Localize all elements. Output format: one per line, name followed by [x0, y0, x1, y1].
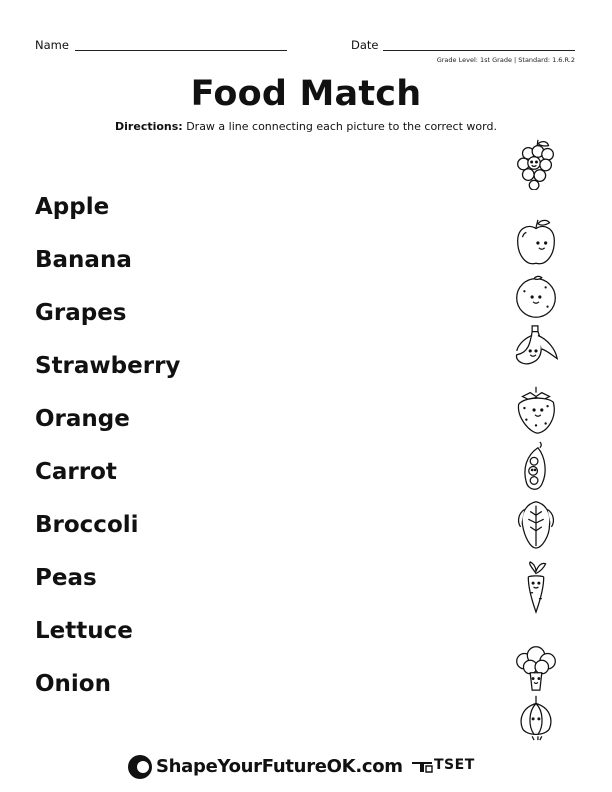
date-line[interactable]	[383, 50, 575, 51]
peas-picture	[508, 440, 564, 494]
directions-text: Draw a line connecting each picture to the correct word.	[186, 120, 497, 133]
lettuce-picture	[508, 496, 564, 550]
page-title: Food Match	[190, 74, 422, 114]
footer-partner-name: TSET	[434, 757, 475, 773]
footer-site-name[interactable]: ShapeYourFutureOK.com	[156, 756, 403, 777]
onion-picture	[508, 690, 564, 744]
grade-standard-text: Grade Level: 1st Grade | Standard: 1.6.R.2	[436, 56, 575, 64]
apple-picture	[508, 216, 564, 270]
name-label: Name	[35, 38, 69, 52]
name-line[interactable]	[75, 50, 287, 51]
word-grapes: Grapes	[35, 300, 127, 326]
grapes-picture	[508, 136, 564, 190]
shape-your-future-logo-icon	[126, 752, 156, 782]
word-orange: Orange	[35, 406, 130, 432]
directions-label: Directions:	[115, 120, 183, 133]
word-carrot: Carrot	[35, 459, 117, 485]
word-strawberry: Strawberry	[35, 353, 181, 379]
word-onion: Onion	[35, 671, 111, 697]
strawberry-picture	[508, 383, 564, 437]
carrot-picture	[508, 560, 564, 614]
word-banana: Banana	[35, 247, 132, 273]
orange-picture	[508, 270, 564, 324]
word-peas: Peas	[35, 565, 97, 591]
word-lettuce: Lettuce	[35, 618, 133, 644]
date-label: Date	[351, 38, 379, 52]
word-broccoli: Broccoli	[35, 512, 139, 538]
broccoli-picture	[508, 640, 564, 694]
tset-logo-icon	[412, 758, 434, 774]
directions	[0, 120, 612, 133]
word-apple: Apple	[35, 194, 110, 220]
banana-picture	[508, 322, 564, 376]
name-date-row	[35, 38, 575, 54]
